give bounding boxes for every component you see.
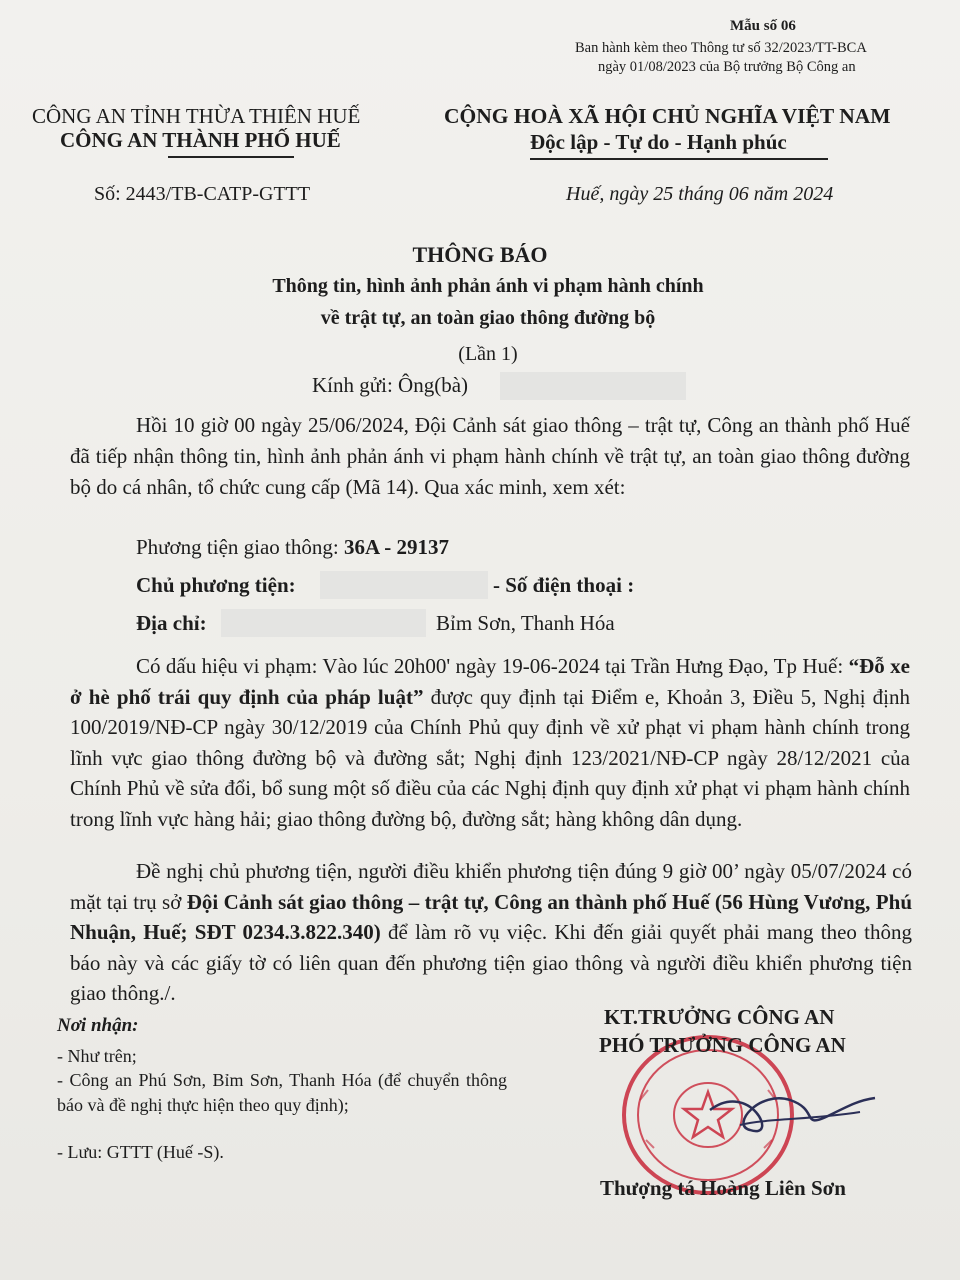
address-label: Địa chỉ: (136, 611, 207, 635)
document-subtitle-line-1: Thông tin, hình ảnh phản ánh vi phạm hành chính (272, 275, 704, 297)
issuing-agency: CÔNG AN THÀNH PHỐ HUẾ (60, 128, 341, 152)
owner-row (136, 573, 296, 598)
motto-underline (530, 158, 828, 160)
place-and-date: Huế, ngày 25 tháng 06 năm 2024 (566, 183, 834, 205)
police-office: Đội Cảnh sát giao thông – trật tự, Công an thành phố Huế (56 Hùng Vương, Phú Nhuận, Huế; SĐT 0234.3.822.340) (70, 889, 912, 944)
parent-agency: CÔNG AN TỈNH THỪA THIÊN HUẾ (32, 104, 361, 128)
signatory-name: Thượng tá Hoàng Liên Sơn (600, 1176, 846, 1200)
recipient-item: - Lưu: GTTT (Huế -S). (57, 1142, 224, 1162)
recipient-item: - Công an Phú Sơn, Bỉm Sơn, Thanh Hóa (để chuyển thông báo và đề nghị thực hiện theo quy định); (57, 1070, 507, 1115)
intro-paragraph: Hồi 10 giờ 00 ngày 25/06/2024, Đội Cảnh sát giao thông – trật tự, Công an thành phố Huế đã tiếp nhận thông tin, hình ảnh phản ánh vi phạm hành chính về trật tự, an toàn giao thông đường bộ do cá nhân, tổ chức cung cấp (Mã 14). Qua xác minh, xem xét: (70, 413, 910, 499)
form-number: Mẫu số 06 (730, 18, 796, 34)
national-title: CỘNG HOÀ XÃ HỘI CHỦ NGHĨA VIỆT NAM (444, 104, 891, 128)
handwritten-signature (690, 1070, 880, 1160)
recipient-item: - Như trên; (57, 1046, 137, 1066)
owner-label: Chủ phương tiện: (136, 573, 296, 597)
vehicle-label: Phương tiện giao thông: (136, 535, 344, 559)
address-value: Bỉm Sơn, Thanh Hóa (436, 611, 615, 635)
document-number: Số: 2443/TB-CATP-GTTT (94, 183, 311, 205)
vehicle-plate: 36A - 29137 (343, 535, 449, 559)
violation-paragraph: Có dấu hiệu vi phạm: Vào lúc 20h00' ngày 19-06-2024 tại Trần Hưng Đạo, Tp Huế: “Đỗ xe ở hè phố trái quy định của pháp luật” được quy định tại Điểm e, Khoản 3, Điều 5, Nghị định 100/2019/NĐ-CP ngày 30/12/2019 của Chính Phủ quy định về xử phạt vi phạm hành chính trong lĩnh vực giao thông đường bộ và đường sắt; Nghị định 123/2021/NĐ-CP ngày 28/12/2021 của Chính Phủ về sửa đổi, bổ sung một số điều của các Nghị định quy định xử phạt vi phạm hành chính trong lĩnh vực hàng hải; giao thông đường bộ, đường sắt; hàng không dân dụng. (70, 654, 910, 831)
redacted-owner (320, 571, 488, 599)
redacted-address (221, 609, 426, 637)
notice-round: (Lần 1) (458, 343, 518, 365)
document-title: THÔNG BÁO (412, 242, 548, 267)
form-issued-by: Ban hành kèm theo Thông tư số 32/2023/TT-BCA (575, 40, 867, 56)
redacted-addressee (500, 372, 686, 400)
signatory-title-line-1: KT.TRƯỞNG CÔNG AN (604, 1005, 835, 1029)
vehicle-row (136, 535, 449, 560)
address-row (136, 611, 207, 636)
phone-label: - Số điện thoại : (493, 573, 635, 597)
national-motto: Độc lập - Tự do - Hạnh phúc (530, 130, 787, 154)
request-paragraph: Đề nghị chủ phương tiện, người điều khiển phương tiện đúng 9 giờ 00’ ngày 05/07/2024 có mặt tại trụ sở Đội Cảnh sát giao thông – trật tự, Công an thành phố Huế (56 Hùng Vương, Phú Nhuận, Huế; SĐT 0234.3.822.340) để làm rõ vụ việc. Khi đến giải quyết phải mang theo thông báo này và các giấy tờ có liên quan đến phương tiện giao thông và người điều khiển phương tiện giao thông./. (70, 859, 913, 1005)
addressee-label: Kính gửi: Ông(bà) (312, 373, 469, 397)
signatory-title-line-2: PHÓ TRƯỞNG CÔNG AN (599, 1033, 846, 1057)
form-issued-date: ngày 01/08/2023 của Bộ trưởng Bộ Công an (598, 59, 856, 75)
agency-underline (168, 156, 294, 158)
violation-name: “Đỗ xe ở hè phố trái quy định của pháp luật” (70, 654, 910, 709)
recipients-title: Nơi nhận: (57, 1015, 139, 1036)
document-subtitle-line-2: về trật tự, an toàn giao thông đường bộ (320, 307, 656, 329)
